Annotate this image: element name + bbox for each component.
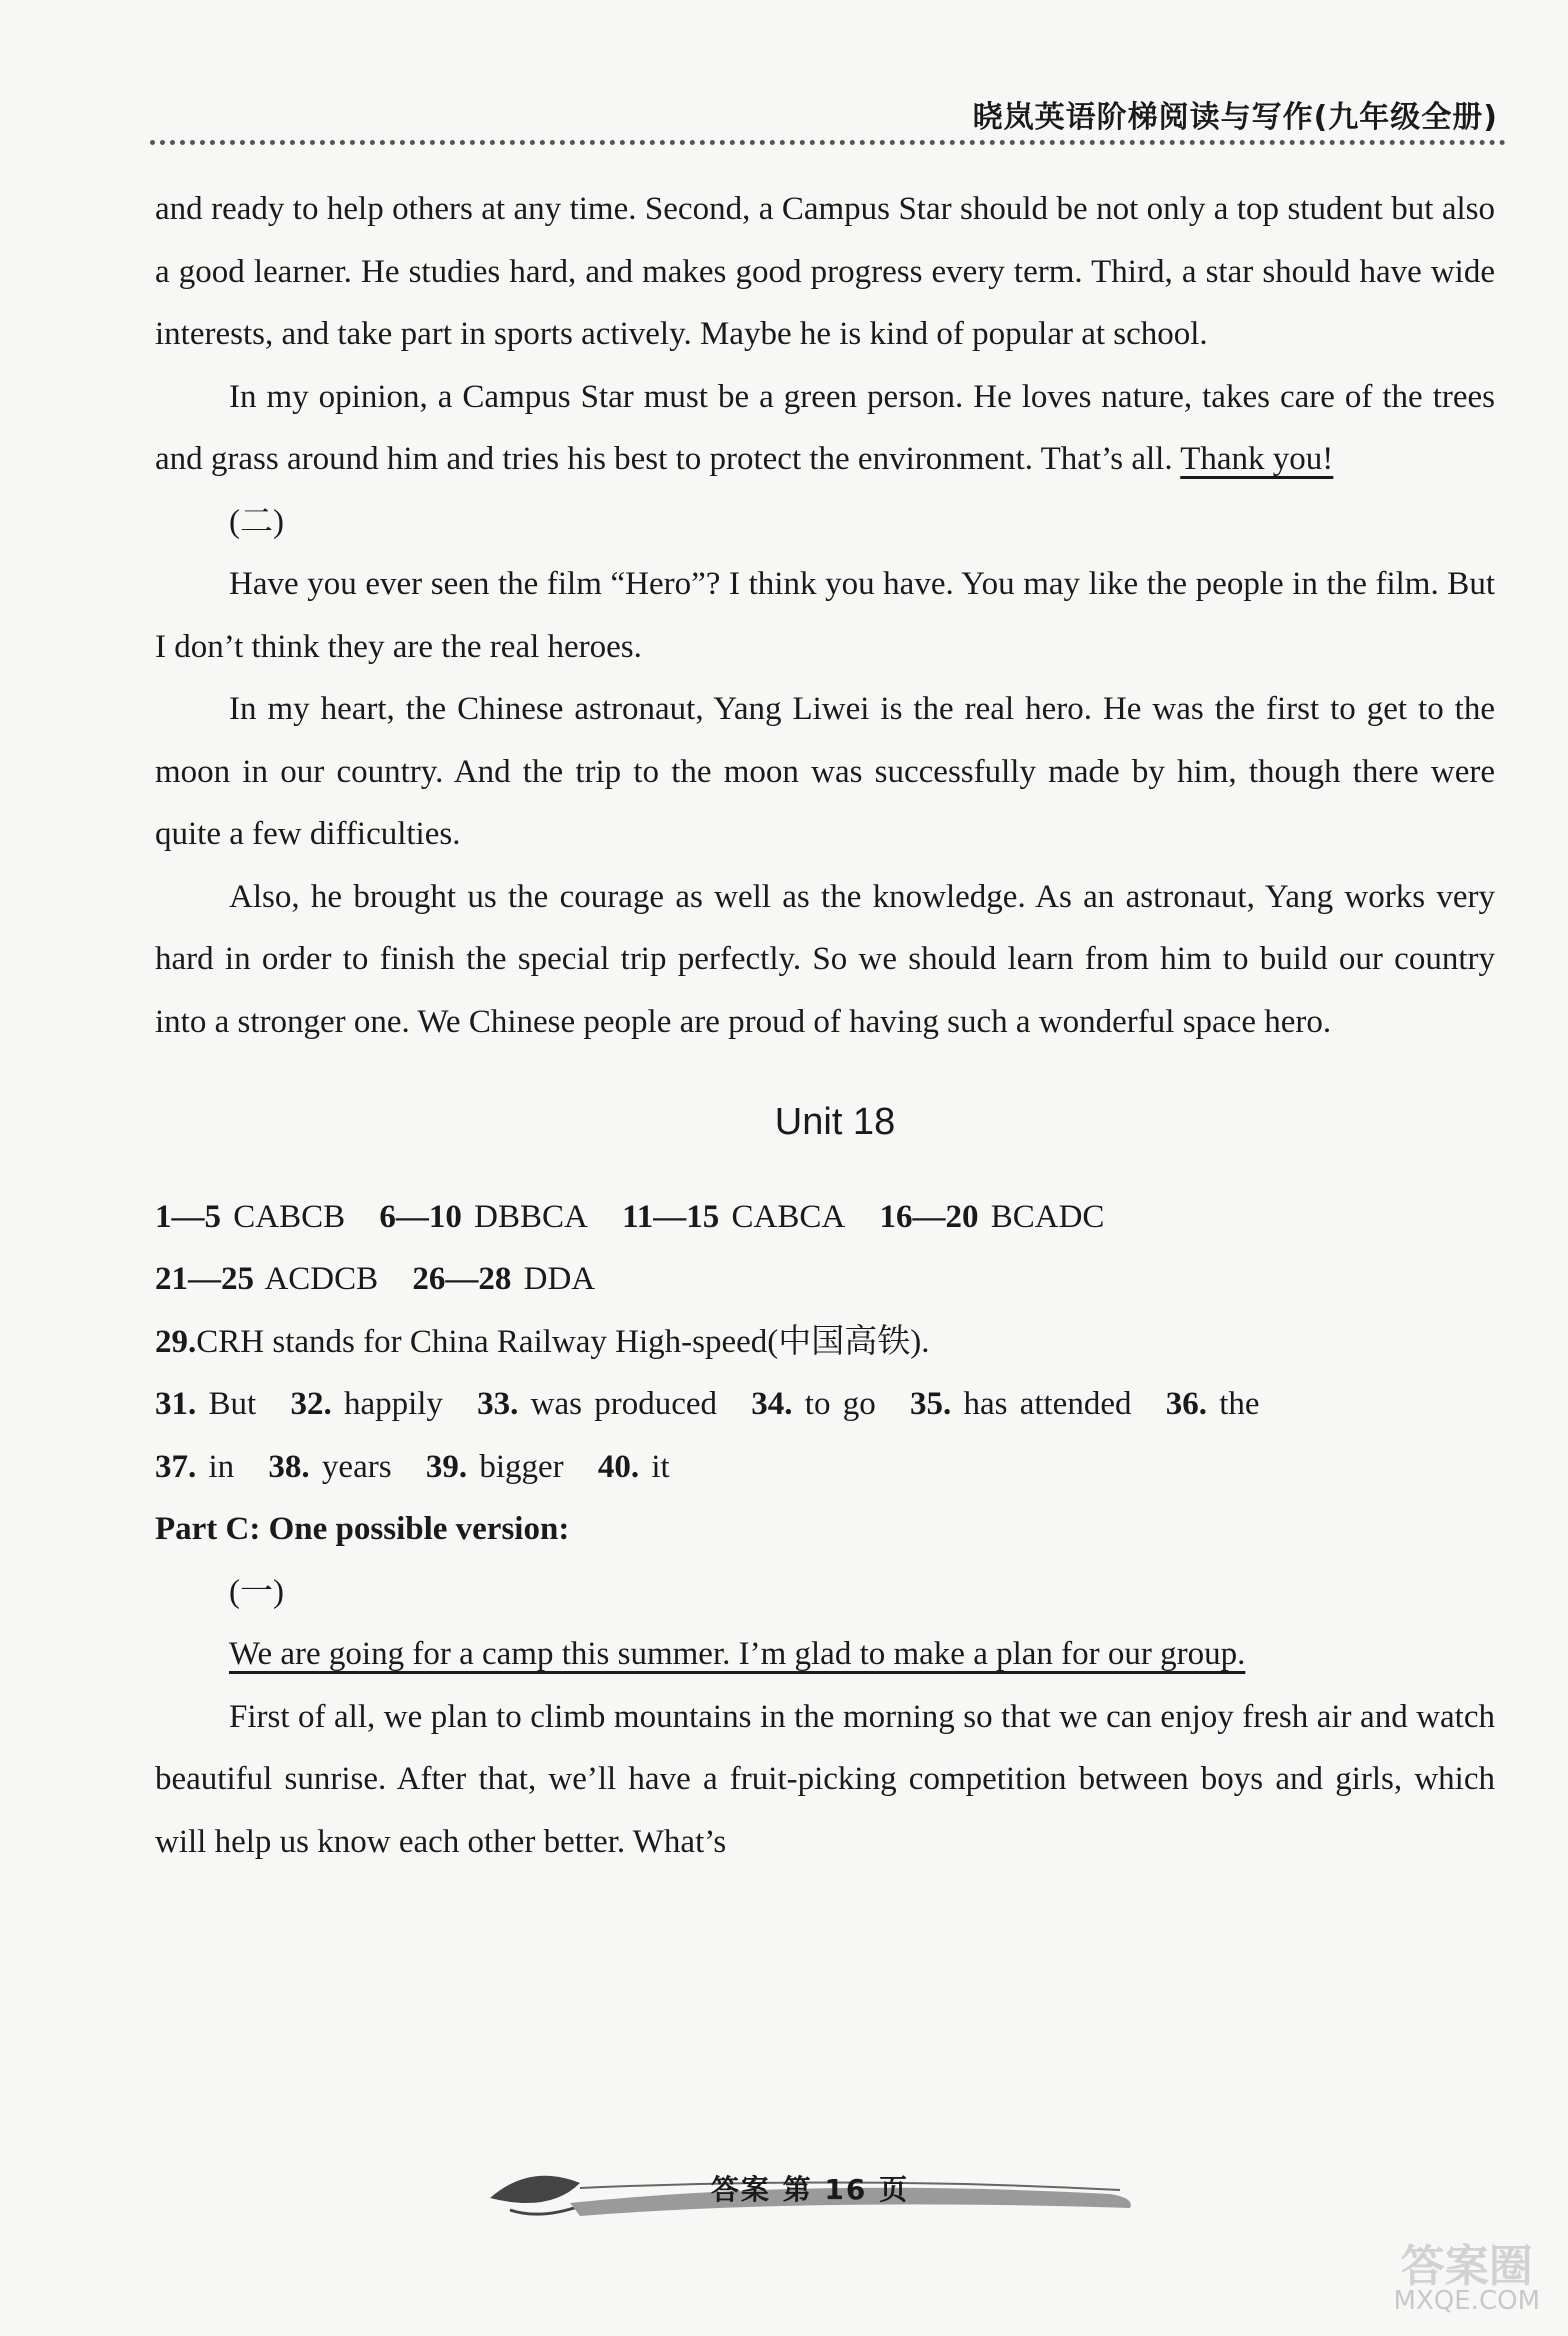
answer-value: DDA	[523, 1261, 596, 1297]
answer-number: 36.	[1165, 1386, 1207, 1422]
answer-value: years	[321, 1448, 392, 1485]
essay1-paragraph-2	[155, 366, 1495, 491]
answer-number: 33.	[477, 1386, 519, 1422]
answer-row-1	[155, 1186, 1495, 1249]
answer-value: was produced	[530, 1386, 718, 1422]
page-number-label: 答案 第 16 页	[710, 2173, 910, 2206]
answer-value: in	[208, 1448, 235, 1485]
answer-number: 31.	[155, 1386, 197, 1422]
book-title: 晓岚英语阶梯阅读与写作(九年级全册)	[972, 100, 1498, 135]
answer-range: 11—15	[622, 1198, 720, 1235]
unit-title: Unit 18	[774, 1101, 896, 1143]
essay1-paragraph-2-text: In my opinion, a Campus Star must be a green person. He loves nature, takes care of the trees and grass around him and tries his best to protect the environment. That’s all.	[155, 378, 1495, 477]
essay2-paragraph-2: In my heart, the Chinese astronaut, Yang Liwei is the real hero. He was the first to get to the moon in our country. And the trip to the moon was successfully made by him, though there were quite a few difficulties.	[155, 691, 1495, 852]
answer-range: 26—28	[412, 1261, 512, 1297]
part-c-heading: Part C: One possible version:	[155, 1511, 570, 1547]
answer-range: 21—25	[155, 1261, 254, 1297]
part-c-underlined-line	[155, 1623, 1495, 1686]
watermark	[1393, 2241, 1540, 2318]
answer-value: happily	[343, 1386, 443, 1422]
answer-range: 16—20	[879, 1198, 979, 1235]
part-c-underlined-text: We are going for a camp this summer. I’m glad to make a plan for our group.	[229, 1636, 1246, 1672]
answer-value: to go	[804, 1386, 876, 1422]
header-divider	[150, 140, 1506, 145]
page-footer	[470, 2158, 1150, 2228]
answer-number: 37.	[155, 1448, 197, 1485]
part-c-paragraph: First of all, we plan to climb mountains in the morning so that we can enjoy fresh air and watch beautiful sunrise. After that, we’ll have a fruit-picking competition between boys and girls, which will help us know each other better. What’s	[155, 1698, 1495, 1860]
essay1-closing: Thank you!	[1180, 441, 1334, 477]
watermark-site: MXQE.COM	[1393, 2286, 1540, 2316]
answer-value: the	[1219, 1386, 1260, 1422]
answer-value: ACDCB	[264, 1261, 379, 1297]
answer-row-4	[155, 1436, 1495, 1499]
answer-number: 35.	[909, 1386, 952, 1422]
section-2-label: (二)	[229, 503, 284, 540]
answer-number: 34.	[751, 1386, 793, 1422]
answer-value: bigger	[479, 1448, 564, 1485]
answer-row-2	[155, 1248, 1495, 1311]
answer-29-text: CRH stands for China Railway High-speed(中国高铁).	[196, 1323, 930, 1360]
answer-range: 6—10	[379, 1198, 462, 1235]
answer-29	[155, 1311, 1495, 1374]
page-content	[155, 178, 1495, 1873]
watermark-logo: 答案圈	[1400, 2241, 1533, 2292]
essay2-paragraph-1: Have you ever seen the film “Hero”? I think you have. You may like the people in the film. But I don’t think they are the real heroes.	[155, 566, 1495, 665]
answer-range: 1—5	[155, 1198, 221, 1235]
answer-value: BCADC	[990, 1198, 1105, 1235]
answer-value: But	[208, 1386, 257, 1422]
essay2-paragraph-3: Also, he brought us the courage as well as the knowledge. As an astronaut, Yang works very hard in order to finish the special trip perfectly. So we should learn from him to build our country into a stronger one. We Chinese people are proud of having such a wonderful space hero.	[155, 878, 1495, 1040]
answer-value: CABCA	[731, 1198, 846, 1235]
answer-number: 32.	[290, 1386, 332, 1422]
answer-value: CABCB	[233, 1198, 346, 1235]
answer-row-3	[155, 1373, 1495, 1436]
answer-number: 39.	[425, 1448, 468, 1485]
essay1-paragraph-1: and ready to help others at any time. Second, a Campus Star should be not only a top student but also a good learner. He studies hard, and makes good progress every term. Third, a star should have wide interests, and take part in sports actively. Maybe he is kind of popular at school.	[155, 191, 1495, 352]
answer-number: 38.	[268, 1448, 310, 1485]
answer-value: has attended	[963, 1386, 1132, 1422]
answer-number: 29.	[155, 1323, 197, 1360]
answer-value: it	[651, 1448, 670, 1485]
part-c-section-label: (一)	[229, 1573, 284, 1610]
answer-number: 40.	[597, 1448, 640, 1485]
answer-value: DBBCA	[474, 1198, 588, 1235]
